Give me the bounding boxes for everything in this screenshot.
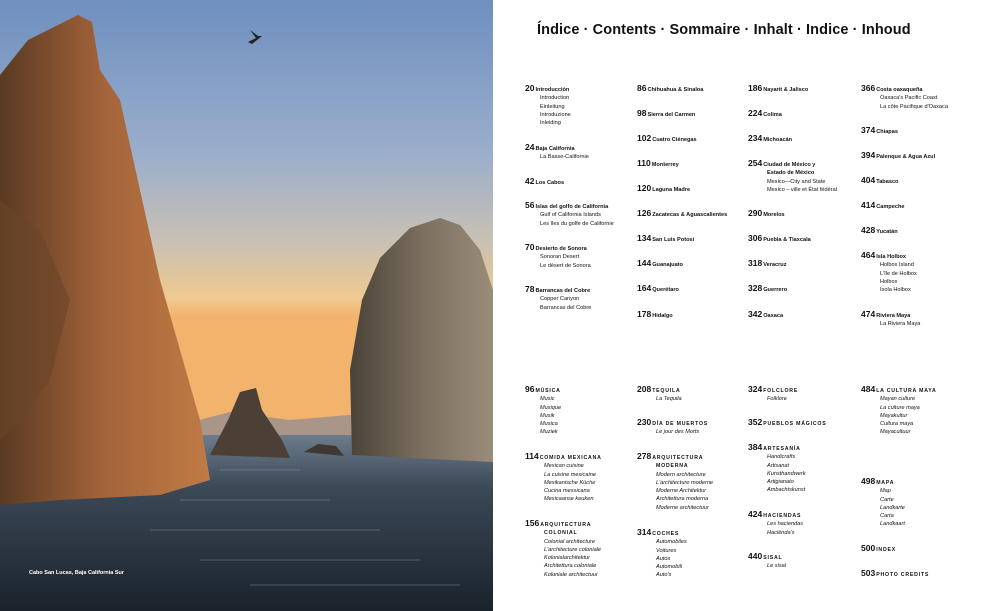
region-entry — [861, 176, 898, 186]
region-entry — [748, 284, 787, 294]
entry-title: Chiapas — [876, 129, 898, 135]
entry-heading — [861, 151, 935, 161]
entry-translation: Music — [540, 396, 555, 403]
entry-heading — [637, 310, 673, 320]
entry-heading — [748, 259, 787, 269]
entry-translation: La Tequila — [656, 396, 682, 403]
entry-heading — [637, 109, 695, 119]
entry-translation: Mexico – ville et État fédéral — [767, 186, 837, 193]
entry-title: Baja California — [535, 146, 575, 152]
entry-title: Barrancas del Cobre — [535, 288, 591, 294]
entry-translation: Automobili — [656, 564, 683, 571]
region-entry — [637, 259, 683, 269]
region-entry — [525, 143, 589, 162]
region-entry — [748, 259, 787, 269]
entry-translation: Handicrafts — [767, 454, 796, 461]
entry-translation: Carta — [880, 513, 894, 520]
entry-title: ARTESANÍA — [763, 446, 801, 452]
region-entry — [861, 201, 904, 211]
entry-heading — [525, 519, 601, 529]
entry-heading — [525, 201, 614, 211]
entry-heading — [525, 177, 564, 187]
entry-translation: Les îles du golfe de Californie — [540, 220, 614, 227]
theme-entry — [861, 477, 905, 529]
entry-translation: Mayakultur — [880, 412, 908, 419]
entry-translation: Cucina messicana — [544, 488, 590, 495]
theme-entry — [525, 452, 602, 504]
page-number: 126 — [637, 208, 652, 218]
page-number: 230 — [637, 417, 652, 427]
page-number: 440 — [748, 551, 763, 561]
entry-translation: Mexico—City and State — [767, 178, 826, 185]
entry-heading — [748, 134, 792, 144]
entry-title: Costa oaxaqueña — [876, 87, 923, 93]
page-number: 474 — [861, 309, 876, 319]
entry-title: Nayarit & Jalisco — [763, 87, 809, 93]
entry-title: Los Cabos — [535, 180, 565, 186]
entry-heading — [525, 452, 602, 462]
entry-heading — [748, 234, 811, 244]
entry-translation: Map — [880, 488, 891, 495]
entry-translation: Koloniale architectuur — [544, 571, 598, 578]
entry-translation: Sonoran Desert — [540, 254, 580, 261]
entry-heading — [637, 159, 679, 169]
entry-title: Michoacán — [763, 137, 793, 143]
entry-heading — [748, 443, 806, 453]
region-entry — [637, 310, 673, 320]
coastal-rock-photo — [0, 0, 493, 611]
entry-title: Morelos — [763, 212, 785, 218]
entry-translation: Introduzione — [540, 111, 571, 118]
entry-heading — [861, 201, 904, 211]
theme-entry — [637, 385, 682, 404]
entry-translation: Autos — [656, 555, 671, 562]
entry-heading — [637, 84, 703, 94]
entry-translation: Einleitung — [540, 103, 565, 110]
entry-heading — [861, 251, 917, 261]
entry-title: Ciudad de México y — [763, 162, 816, 168]
entry-title: INDEX — [876, 547, 897, 553]
entry-title: ARQUITECTURA — [652, 455, 704, 461]
entry-translation: Mexikanische Küche — [544, 479, 596, 486]
entry-translation: Kunsthandwerk — [767, 470, 806, 477]
entry-heading — [525, 385, 561, 395]
entry-heading — [637, 452, 713, 462]
entry-heading — [637, 184, 690, 194]
entry-title: DÍA DE MUERTOS — [652, 421, 709, 427]
entry-translation: La Basse-Californie — [540, 154, 589, 161]
entry-heading — [861, 126, 898, 136]
entry-heading — [525, 285, 591, 295]
entry-title: Cuatro Ciénegas — [652, 137, 697, 143]
entry-title: MAPA — [876, 480, 895, 486]
entry-heading — [637, 134, 697, 144]
theme-entry — [748, 418, 827, 428]
region-entry — [748, 234, 811, 244]
entry-title: Colima — [763, 112, 782, 118]
entry-translation: Auto's — [656, 572, 672, 579]
entry-heading — [637, 234, 694, 244]
theme-entry — [861, 385, 937, 437]
entry-heading — [748, 552, 786, 562]
entry-heading — [637, 385, 682, 395]
region-entry — [637, 109, 695, 119]
region-entry — [861, 151, 935, 161]
entry-translation: Ambachtskunst — [767, 487, 806, 494]
entry-translation: Inleiding — [540, 120, 561, 127]
entry-title: Campeche — [876, 204, 905, 210]
entry-title: COCHES — [652, 531, 680, 537]
entry-title-line2: Estado de México — [767, 170, 815, 177]
entry-translation: Le sisal — [767, 563, 786, 570]
page-number: 314 — [637, 527, 652, 537]
page-number: 374 — [861, 125, 876, 135]
entry-heading — [861, 477, 905, 487]
page-number: 318 — [748, 258, 763, 268]
page-number: 178 — [637, 309, 652, 319]
entry-translation: Le désert de Sonora — [540, 262, 591, 269]
entry-translation: Le jour des Morts — [656, 429, 700, 436]
entry-heading — [861, 569, 929, 579]
entry-translation: Moderne Architektur — [656, 488, 707, 495]
entry-translation: Gulf of California Islands — [540, 212, 601, 219]
entry-title: Zacatecas & Aguascalientes — [652, 212, 728, 218]
entry-translation: Holbox Island — [880, 262, 914, 269]
region-entry — [637, 184, 690, 194]
entry-translation: Muziek — [540, 429, 558, 436]
entry-translation: Les haciendas — [767, 521, 804, 528]
page-number: 164 — [637, 283, 652, 293]
entry-translation: Musica — [540, 421, 558, 428]
entry-translation: Voitures — [656, 547, 677, 554]
entry-translation: Automobiles — [656, 539, 687, 546]
entry-title: TEQUILA — [652, 388, 681, 394]
entry-translation: Architettura coloniale — [544, 563, 597, 570]
entry-title: Desierto de Sonora — [535, 246, 587, 252]
entry-title: Hidalgo — [652, 313, 673, 319]
page-number: 134 — [637, 233, 652, 243]
page-number: 404 — [861, 175, 876, 185]
page-number: 110 — [637, 158, 651, 168]
page-number: 352 — [748, 417, 763, 427]
region-entry — [525, 84, 571, 127]
entry-title: Palenque & Agua Azul — [876, 154, 936, 160]
entry-translation: Barrancas del Cobre — [540, 304, 592, 311]
theme-entry — [525, 385, 561, 437]
entry-title: FOLCLORE — [763, 388, 799, 394]
region-entry — [525, 177, 564, 187]
entry-translation: Musik — [540, 412, 555, 419]
entry-title: Oaxaca — [763, 313, 784, 319]
entry-heading — [637, 284, 679, 294]
region-entry — [525, 243, 591, 270]
page-number: 394 — [861, 150, 876, 160]
entry-title-line2: MODERNA — [656, 463, 689, 470]
entry-heading — [748, 209, 785, 219]
entry-translation: La Riviera Maya — [880, 321, 921, 328]
page-number: 498 — [861, 476, 876, 486]
theme-entry — [525, 519, 601, 579]
page-number: 208 — [637, 384, 652, 394]
entry-title: COMIDA MEXICANA — [539, 455, 602, 461]
region-entry — [748, 159, 837, 194]
region-entry — [861, 226, 898, 236]
entry-heading — [861, 226, 898, 236]
theme-entry — [861, 544, 896, 554]
theme-entry — [637, 528, 687, 580]
entry-translation: Cultura maya — [880, 421, 914, 428]
entry-translation: Mayacultuur — [880, 429, 911, 436]
entry-title: Guanajuato — [652, 262, 683, 268]
page-number: 464 — [861, 250, 876, 260]
page-number: 186 — [748, 83, 763, 93]
page-number: 324 — [748, 384, 763, 394]
entry-translation: Moderne architectuur — [656, 504, 709, 511]
entry-heading — [748, 385, 798, 395]
entry-heading — [861, 84, 948, 94]
region-entry — [637, 134, 697, 144]
entry-translation: Copper Canyon — [540, 296, 580, 303]
entry-title: Tabasco — [876, 179, 899, 185]
entry-translation: La côte Pacifique d'Oaxaca — [880, 103, 948, 110]
entry-translation: Introduction — [540, 95, 570, 102]
page-number: 414 — [861, 200, 876, 210]
page-number: 102 — [637, 133, 652, 143]
page-number: 234 — [748, 133, 763, 143]
entry-heading — [525, 243, 591, 253]
entry-heading — [748, 510, 803, 520]
entry-heading — [637, 209, 727, 219]
region-entry — [861, 84, 948, 111]
entry-translation: L'architecture moderne — [656, 479, 714, 486]
entry-translation: Oaxaca's Pacific Coast — [880, 95, 938, 102]
entry-translation: Folklore — [767, 396, 787, 403]
page-number: 70 — [525, 242, 535, 252]
page-number: 342 — [748, 309, 763, 319]
page-number: 86 — [637, 83, 647, 93]
entry-heading — [525, 143, 589, 153]
page-number: 424 — [748, 509, 763, 519]
theme-entry — [637, 452, 713, 512]
entry-title: PHOTO CREDITS — [876, 572, 930, 578]
entry-heading — [748, 310, 783, 320]
page-number: 56 — [525, 200, 535, 210]
page-number: 484 — [861, 384, 876, 394]
entry-title: SISAL — [763, 555, 783, 561]
theme-entry — [748, 552, 786, 571]
page-number: 503 — [861, 568, 876, 578]
page-number: 78 — [525, 284, 535, 294]
entry-translation: La culture maya — [880, 404, 920, 411]
cover-photo — [0, 0, 493, 611]
entry-heading — [861, 176, 898, 186]
page-number: 328 — [748, 283, 763, 293]
page-number: 156 — [525, 518, 540, 528]
entry-heading — [748, 84, 808, 94]
region-entry — [748, 134, 792, 144]
page-title: Índice · Contents · Sommaire · Inhalt · Indice · Inhoud — [537, 22, 911, 38]
theme-entry — [748, 385, 798, 404]
region-entry — [637, 159, 679, 169]
region-entry — [637, 284, 679, 294]
entry-translation: Isola Holbox — [880, 287, 911, 294]
entry-title: LA CULTURA MAYA — [876, 388, 937, 394]
entry-title: ARQUITECTURA — [540, 522, 592, 528]
page-number: 96 — [525, 384, 535, 394]
page-number: 120 — [637, 183, 652, 193]
page-number: 144 — [637, 258, 652, 268]
entry-title: Islas del golfo de California — [535, 204, 609, 210]
entry-translation: Kolonialarchitektur — [544, 555, 591, 562]
entry-title: Isla Holbox — [876, 254, 907, 260]
region-entry — [861, 310, 920, 329]
page-number: 254 — [748, 158, 763, 168]
page-number: 366 — [861, 83, 876, 93]
entry-translation: Colonial architecture — [544, 538, 595, 545]
region-entry — [861, 251, 917, 294]
entry-translation: Architettura moderna — [656, 496, 709, 503]
entry-heading — [637, 528, 687, 538]
page-number: 114 — [525, 451, 539, 461]
region-entry — [748, 84, 808, 94]
entry-title: MÚSICA — [535, 388, 561, 394]
entry-translation: L'île de Holbox — [880, 270, 917, 277]
page-number: 306 — [748, 233, 763, 243]
entry-heading — [637, 418, 708, 428]
entry-translation: Mexican cuisine — [544, 463, 584, 470]
entry-translation: Holbox — [880, 278, 898, 285]
entry-heading — [861, 310, 920, 320]
entry-heading — [525, 84, 571, 94]
entry-translation: Mayan culture — [880, 396, 916, 403]
page-number: 224 — [748, 108, 763, 118]
entry-title-line2: COLONIAL — [544, 530, 578, 537]
entry-title: Sierra del Carmen — [647, 112, 696, 118]
page-number: 98 — [637, 108, 647, 118]
entry-translation: Carte — [880, 496, 894, 503]
page-number: 278 — [637, 451, 652, 461]
entry-title: HACIENDAS — [763, 513, 802, 519]
theme-entry — [748, 510, 803, 537]
page-number: 500 — [861, 543, 876, 553]
entry-title: Riviera Maya — [876, 313, 911, 319]
entry-heading — [861, 544, 896, 554]
page-number: 290 — [748, 208, 763, 218]
page-number: 384 — [748, 442, 763, 452]
entry-translation: Musique — [540, 404, 562, 411]
region-entry — [748, 109, 782, 119]
entry-heading — [748, 109, 782, 119]
region-entry — [637, 234, 694, 244]
region-entry — [748, 310, 783, 320]
entry-translation: La cuisine mexicaine — [544, 471, 596, 478]
entry-translation: Haciënda's — [767, 529, 795, 536]
entry-title: Introducción — [535, 87, 570, 93]
region-entry — [525, 285, 591, 312]
entry-heading — [748, 284, 787, 294]
entry-title: Puebla & Tlaxcala — [763, 237, 811, 243]
entry-translation: Modern architecture — [656, 471, 706, 478]
region-entry — [637, 84, 703, 94]
theme-entry — [637, 418, 708, 437]
entry-title: Yucatán — [876, 229, 898, 235]
entry-title: Guerrero — [763, 287, 788, 293]
region-entry — [861, 126, 898, 136]
page-number: 20 — [525, 83, 535, 93]
region-entry — [637, 209, 727, 219]
entry-title: Monterrey — [651, 162, 679, 168]
entry-title: Laguna Madre — [652, 187, 691, 193]
entry-title: San Luis Potosí — [652, 237, 695, 243]
entry-title: PUEBLOS MÁGICOS — [763, 421, 827, 427]
entry-heading — [748, 418, 827, 428]
entry-translation: Mexicaanse keuken — [544, 496, 594, 503]
region-entry — [525, 201, 614, 228]
page-number: 42 — [525, 176, 535, 186]
entry-heading — [861, 385, 937, 395]
entry-translation: Landkarte — [880, 504, 905, 511]
entry-translation: Artigianato — [767, 479, 794, 486]
entry-heading — [748, 159, 837, 169]
page-number: 24 — [525, 142, 535, 152]
entry-title: Querétaro — [652, 287, 679, 293]
entry-heading — [637, 259, 683, 269]
entry-translation: L'architecture coloniale — [544, 546, 602, 553]
entry-translation: Landkaart — [880, 521, 905, 528]
photo-caption: Cabo San Lucas, Baja California Sur — [29, 570, 125, 576]
entry-title: Veracruz — [763, 262, 787, 268]
region-entry — [748, 209, 785, 219]
entry-translation: Artisanat — [767, 462, 790, 469]
theme-entry — [748, 443, 806, 495]
page-number: 428 — [861, 225, 876, 235]
theme-entry — [861, 569, 929, 579]
entry-title: Chihuahua & Sinaloa — [647, 87, 704, 93]
